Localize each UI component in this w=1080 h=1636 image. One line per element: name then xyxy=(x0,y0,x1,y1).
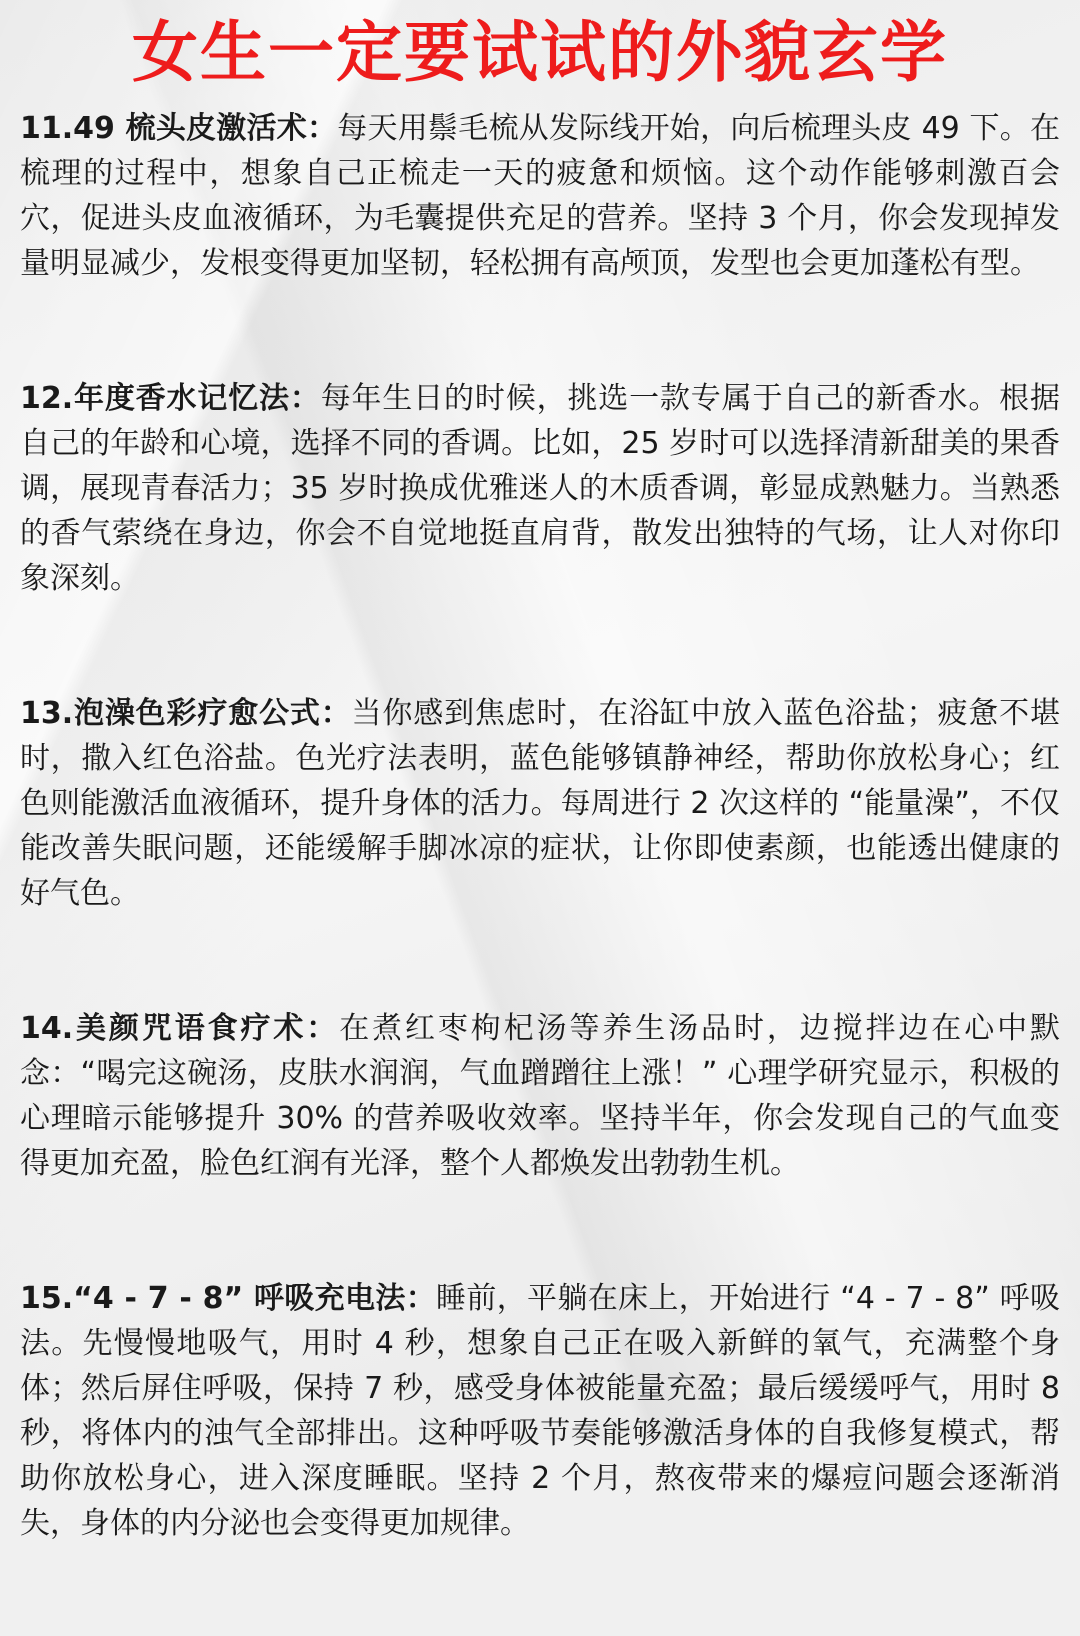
tip-heading: 15.“4 - 7 - 8” 呼吸充电法： xyxy=(20,1281,437,1316)
tip-heading: 11.49 梳头皮激活术： xyxy=(20,111,338,146)
tip-heading: 14.美颜咒语食疗术： xyxy=(20,1011,340,1046)
tip-text: 每天用鬃毛梳从发际线开始，向后梳理头皮 49 下。在梳理的过程中，想象自己正梳走一天的疲惫和烦恼。这个动作能够刺激百会穴，促进头皮血液循环，为毛囊提供充足的营养。坚持 3 个月，你会发现掉发量明显减少，发根变得更加坚韧，轻松拥有高颅顶，发型也会更加蓬松有型。 xyxy=(20,111,1060,281)
tip-heading: 13.泡澡色彩疗愈公式： xyxy=(20,696,352,731)
tip-text: 每年生日的时候，挑选一款专属于自己的新香水。根据自己的年龄和心境，选择不同的香调。比如，25 岁时可以选择清新甜美的果香调，展现青春活力；35 岁时换成优雅迷人的木质香调，彰显成熟魅力。当熟悉的香气萦绕在身边，你会不自觉地挺直肩背，散发出独特的气场，让人对你印象深刻。 xyxy=(20,381,1060,596)
tip-heading: 12.年度香水记忆法： xyxy=(20,381,321,416)
tip-item-13 xyxy=(20,691,1060,916)
tip-item-15 xyxy=(20,1276,1060,1546)
tip-text: 睡前，平躺在床上，开始进行 “4 - 7 - 8” 呼吸法。先慢慢地吸气，用时 4 秒，想象自己正在吸入新鲜的氧气，充满整个身体；然后屏住呼吸，保持 7 秒，感受身体被能量充盈；最后缓缓呼气，用时 8 秒，将体内的浊气全部排出。这种呼吸节奏能够激活身体的自我修复模式，帮助你放松身心，进入深度睡眠。坚持 2 个月，熬夜带来的爆痘问题会逐渐消失，身体的内分泌也会变得更加规律。 xyxy=(20,1281,1061,1541)
tip-text: 在煮红枣枸杞汤等养生汤品时，边搅拌边在心中默念：“喝完这碗汤，皮肤水润润，气血蹭蹭往上涨！” 心理学研究显示，积极的心理暗示能够提升 30% 的营养吸收效率。坚持半年，你会发现自己的气血变得更加充盈，脸色红润有光泽，整个人都焕发出勃勃生机。 xyxy=(20,1011,1060,1181)
tip-text: 当你感到焦虑时，在浴缸中放入蓝色浴盐；疲惫不堪时，撒入红色浴盐。色光疗法表明，蓝色能够镇静神经，帮助你放松身心；红色则能激活血液循环，提升身体的活力。每周进行 2 次这样的 “能量澡”，不仅能改善失眠问题，还能缓解手脚冰凉的症状，让你即使素颜，也能透出健康的好气色。 xyxy=(20,696,1061,911)
page-title: 女生一定要试试的外貌玄学 xyxy=(132,14,948,91)
article-body xyxy=(20,106,1060,1636)
tip-item-14 xyxy=(20,1006,1060,1186)
tip-item-12 xyxy=(20,376,1060,601)
tip-item-11 xyxy=(20,106,1060,286)
